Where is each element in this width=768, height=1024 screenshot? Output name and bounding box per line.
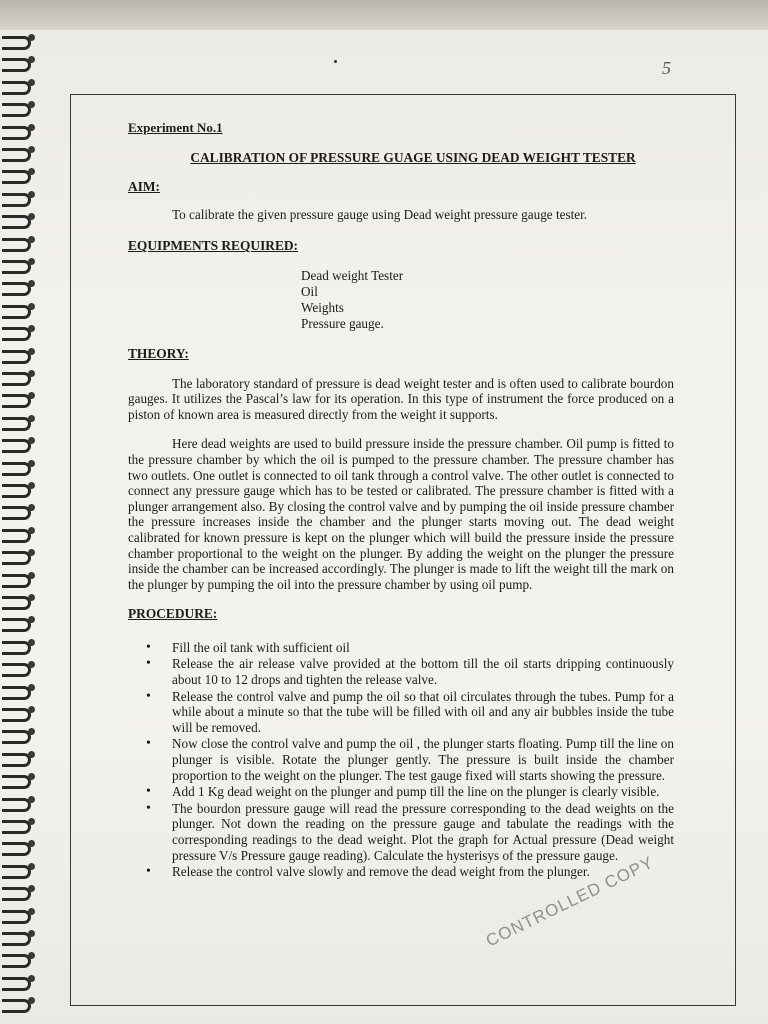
- spiral-ring: [0, 97, 40, 119]
- procedure-step: • Release the air release valve provided at the bottom till the oil starts dripping continuously about 10 to 12 drops and tighten the release valve.: [172, 656, 674, 687]
- procedure-step: • Add 1 Kg dead weight on the plunger and pump till the line on the plunger is clearly visible.: [172, 784, 674, 800]
- spiral-ring: [0, 164, 40, 186]
- spiral-ring: [0, 254, 40, 276]
- spiral-ring: [0, 456, 40, 478]
- spiral-ring: [0, 568, 40, 590]
- spiral-ring: [0, 792, 40, 814]
- spiral-ring: [0, 702, 40, 724]
- spiral-ring: [0, 724, 40, 746]
- spiral-ring: [0, 926, 40, 948]
- procedure-heading: PROCEDURE:: [128, 606, 218, 622]
- spiral-ring: [0, 276, 40, 298]
- spiral-ring: [0, 993, 40, 1015]
- equipment-item: Oil: [301, 283, 318, 299]
- spiral-ring: [0, 299, 40, 321]
- spiral-ring: [0, 836, 40, 858]
- spiral-ring: [0, 590, 40, 612]
- spiral-ring: [0, 769, 40, 791]
- spiral-ring: [0, 321, 40, 343]
- spiral-ring: [0, 187, 40, 209]
- spiral-ring: [0, 478, 40, 500]
- equipments-heading: EQUIPMENTS REQUIRED:: [128, 238, 299, 254]
- spiral-ring: [0, 433, 40, 455]
- spiral-ring: [0, 859, 40, 881]
- spiral-ring: [0, 545, 40, 567]
- ink-dot: [334, 60, 337, 63]
- spiral-ring: [0, 881, 40, 903]
- aim-heading: AIM:: [128, 179, 160, 195]
- equipment-item: Pressure gauge.: [301, 315, 384, 331]
- spiral-ring: [0, 30, 40, 52]
- procedure-step: • Fill the oil tank with sufficient oil: [172, 640, 674, 656]
- spiral-ring: [0, 635, 40, 657]
- procedure-step: • Release the control valve slowly and remove the dead weight from the plunger.: [172, 864, 674, 880]
- spiral-ring: [0, 366, 40, 388]
- spiral-ring: [0, 680, 40, 702]
- spiral-ring: [0, 814, 40, 836]
- spiral-ring: [0, 948, 40, 970]
- spiral-ring: [0, 904, 40, 926]
- spiral-ring: [0, 523, 40, 545]
- theory-heading: THEORY:: [128, 345, 189, 361]
- page-number-mark: 5: [662, 58, 671, 78]
- document-body: [128, 120, 674, 881]
- spiral-ring: [0, 657, 40, 679]
- controlled-copy-stamp: CONTROLLED COPY: [482, 852, 657, 951]
- spiral-ring: [0, 52, 40, 74]
- spiral-ring: [0, 388, 40, 410]
- procedure-step: • Release the control valve and pump the oil so that oil circulates through the tubes. Pump for a while about a minute so that the tube will be filled with oil and any air bubbles inside the tube will be removed.: [172, 689, 674, 736]
- equipment-item: Dead weight Tester: [301, 267, 404, 283]
- document-title: CALIBRATION OF PRESSURE GUAGE USING DEAD WEIGHT TESTER: [190, 149, 636, 165]
- spiral-ring: [0, 209, 40, 231]
- procedure-list: [128, 640, 674, 880]
- spiral-ring: [0, 75, 40, 97]
- spiral-binding: [0, 30, 48, 1020]
- theory-paragraph: Here dead weights are used to build pressure inside the pressure chamber. Oil pump is fitted to the pressure chamber by which the oil is pumped to the pressure chamber. The pressure chamber has two outlets. One outlet is connected to oil tank through a control valve. The other outlet is connected to connect any pressure gauge which has to be tested or calibrated. The pressure chamber is fitted with a plunger arrangement also. By closing the control valve and by pumping the oil inside pressure chamber the pressure increases inside the chamber and the plunger starts moving out. The dead weight calibrated for known pressure is kept on the plunger which will build the pressure inside the pressure chamber proportional to the weight on the plunger. By adding the weight on the plunger the pressure inside the chamber can be increased accordingly. The plunger is made to lift the weight till the mark on the plunger by pumping the oil into the pressure chamber by using oil pump.: [128, 436, 674, 592]
- procedure-step: • The bourdon pressure gauge will read the pressure corresponding to the dead weights on the plunger. Not down the reading on the pressure gauge and tabulate the readings with the corresponding readings to the dead weight. Plot the graph for Actual pressure (Dead weight pressure V/s Pressure gauge reading). Calculate the hysterisys of the pressure gauge.: [172, 801, 674, 863]
- spiral-ring: [0, 411, 40, 433]
- theory-paragraph: The laboratory standard of pressure is dead weight tester and is often used to calibrate bourdon gauges. It utilizes the Pascal’s law for its operation. In this type of instrument the force produced on a piston of known area is measured directly from the weight it supports.: [128, 375, 674, 422]
- procedure-step: • Now close the control valve and pump the oil , the plunger starts floating. Pump till the line on plunger is visible. Rotate the plunger gently. The pressure is built inside the chamber proportion to the weight on the plunger. The test gauge fixed will starts showing the pressure.: [172, 736, 674, 783]
- equipment-list: [301, 268, 674, 332]
- spiral-ring: [0, 500, 40, 522]
- spiral-ring: [0, 612, 40, 634]
- spiral-ring: [0, 971, 40, 993]
- aim-text: To calibrate the given pressure gauge using Dead weight pressure gauge tester.: [172, 206, 588, 222]
- experiment-number: Experiment No.1: [128, 120, 223, 135]
- spiral-ring: [0, 344, 40, 366]
- spiral-ring: [0, 232, 40, 254]
- page-top-edge: [0, 0, 768, 30]
- equipment-item: Weights: [301, 299, 344, 315]
- spiral-ring: [0, 747, 40, 769]
- spiral-ring: [0, 142, 40, 164]
- spiral-ring: [0, 120, 40, 142]
